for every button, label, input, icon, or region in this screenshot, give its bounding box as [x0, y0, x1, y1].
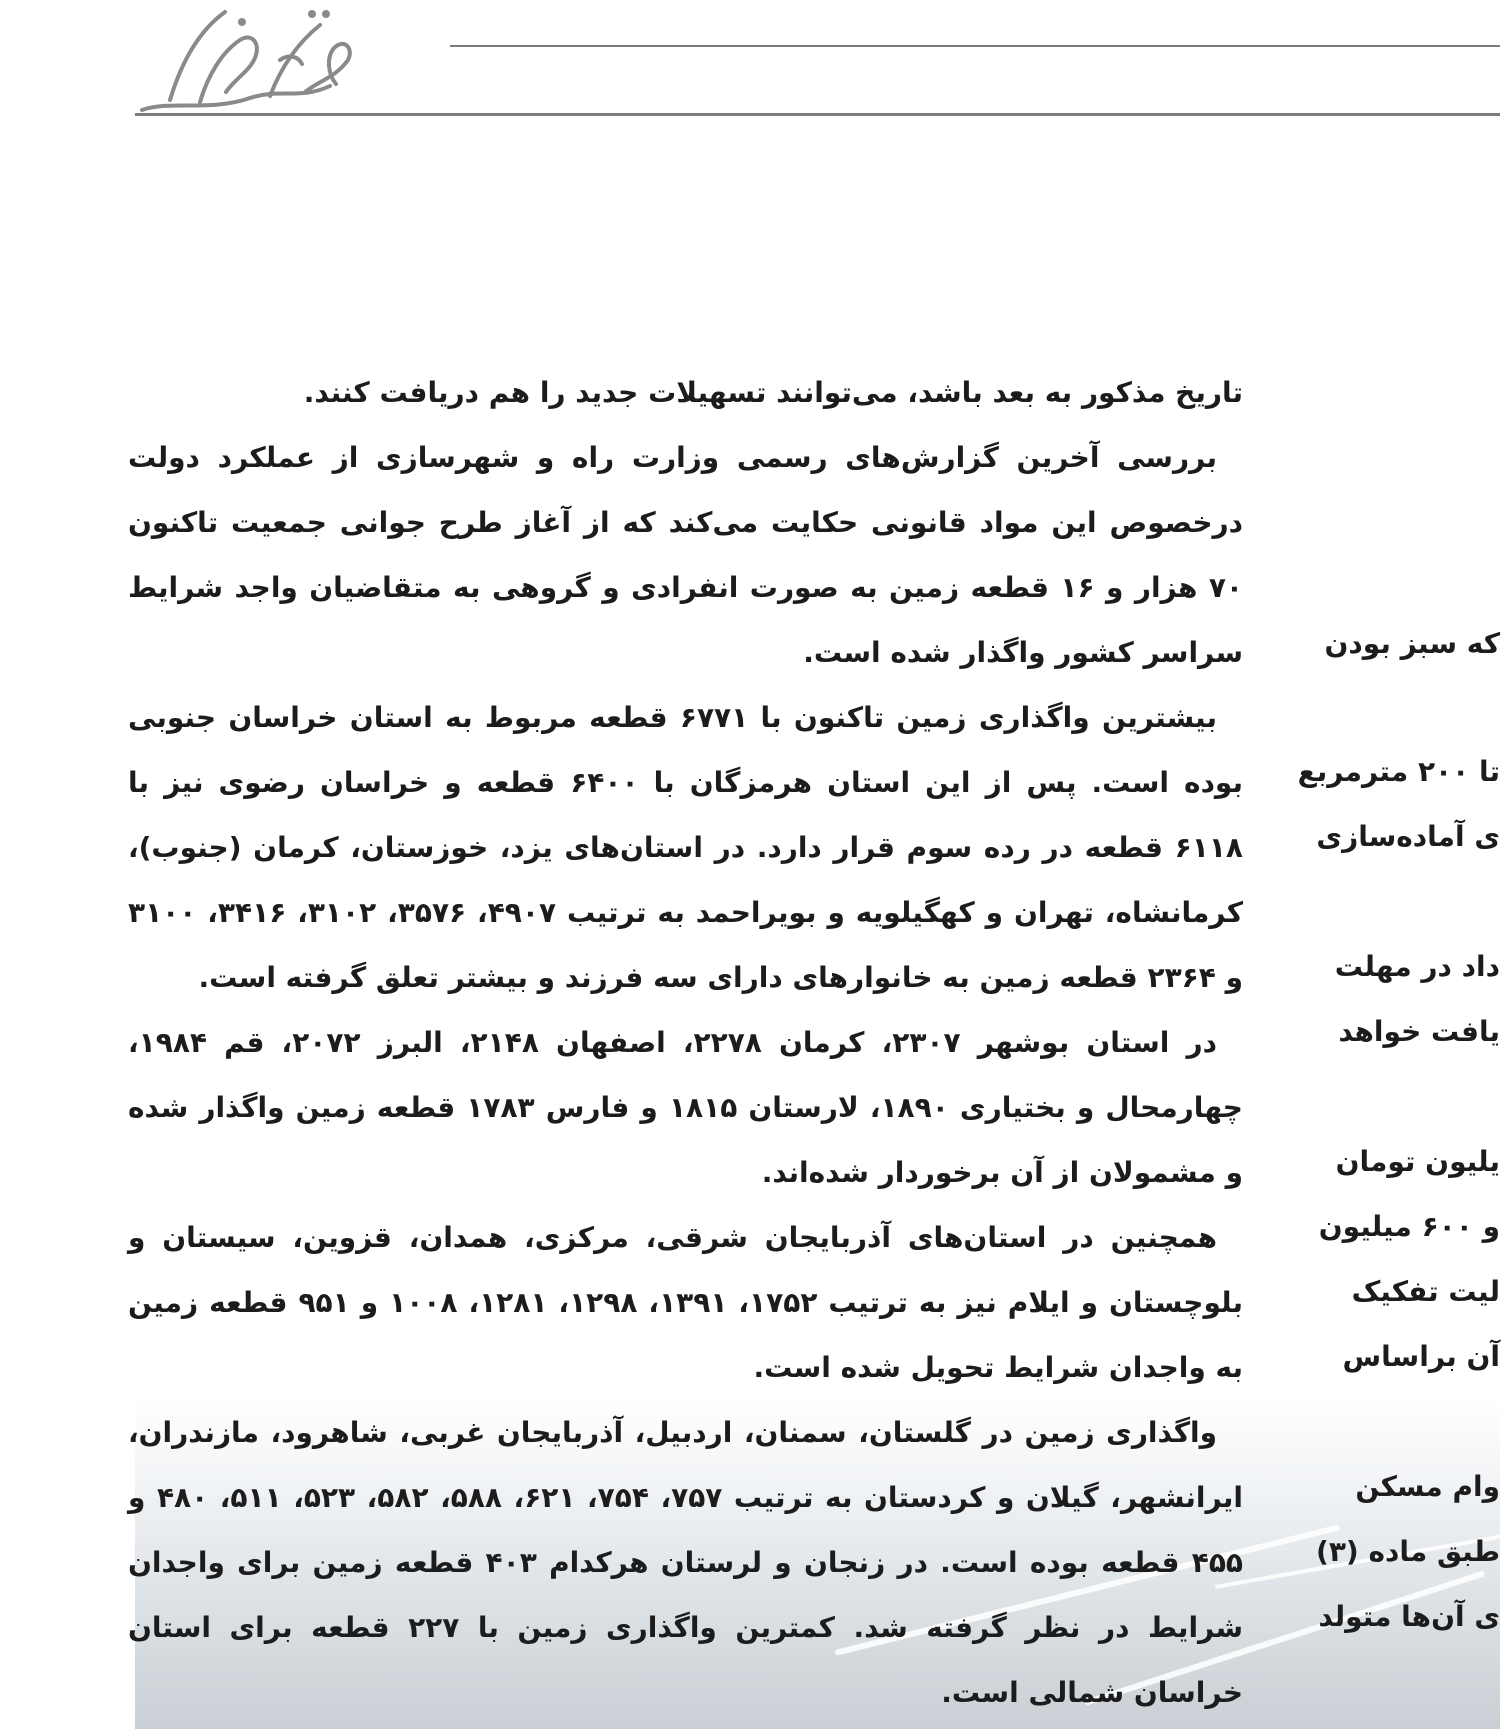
adjacent-column-line: یافت خواهد [1338, 1015, 1500, 1048]
adjacent-column [1297, 0, 1500, 1729]
adjacent-column-line: یلیون تومان [1335, 1145, 1500, 1178]
article-paragraph: تاریخ مذکور به بعد باشد، می‌توانند تسهیلات جدید را هم دریافت کنند. [303, 376, 1243, 409]
magazine-logo-mark [130, 0, 360, 120]
article-paragraph: در استان بوشهر ۲۳۰۷، کرمان ۲۲۷۸، اصفهان ۲۱۴۸، البرز ۲۰۷۲، قم ۱۹۸۴، چهارمحال و بختیاری ۱۸۹۰، لارستان ۱۸۱۵ و فارس ۱۷۸۳ قطعه زمین واگذار شده و مشمولان از آن برخوردار شده‌اند. [128, 1026, 1243, 1189]
adjacent-column-line: که سبز بودن [1324, 627, 1500, 660]
adjacent-column-line: وام مسکن [1355, 1470, 1500, 1503]
article-paragraph: واگذاری زمین در گلستان، سمنان، اردبیل، آذربایجان غربی، شاهرود، مازندران، ایرانشهر، گیلان و کردستان به ترتیب ۷۵۷، ۷۵۴، ۶۲۱، ۵۸۸، ۵۸۲، ۵۲۳، ۵۱۱، ۴۸۰ و ۴۵۵ قطعه بوده است. در زنجان و لرستان هرکدام ۴۰۳ قطعه زمین برای واجدان شرایط در نظر گرفته شد. کمترین واگذاری زمین با ۲۲۷ قطعه برای استان خراسان شمالی است. [128, 1416, 1244, 1709]
article-paragraph: همچنین در استان‌های آذربایجان شرقی، مرکزی، همدان، قزوین، سیستان و بلوچستان و ایلام نیز به ترتیب ۱۷۵۲، ۱۳۹۱، ۱۲۹۸، ۱۲۸۱، ۱۰۰۸ و ۹۵۱ قطعه زمین به واجدان شرایط تحویل شده است. [128, 1221, 1243, 1384]
adjacent-column-line: و ۶۰۰ میلیون [1318, 1210, 1500, 1243]
adjacent-column-line: داد در مهلت [1334, 950, 1500, 983]
article-paragraph: بیشترین واگذاری زمین تاکنون با ۶۷۷۱ قطعه مربوط به استان خراسان جنوبی بوده است. پس از این استان هرمزگان با ۶۴۰۰ قطعه و خراسان رضوی نیز با ۶۱۱۸ قطعه در رده سوم قرار دارد. در استان‌های یزد، خوزستان، کرمان (جنوب)، کرمانشاه، تهران و کهگیلویه و بویراحمد به ترتیب ۴۹۰۷، ۳۵۷۶، ۳۱۰۲، ۳۴۱۶، ۳۱۰۰ و ۲۳۶۴ قطعه زمین به خانوارهای دارای سه فرزند و بیشتر تعلق گرفته است. [128, 701, 1244, 994]
adjacent-column-line: آن براساس [1342, 1340, 1500, 1373]
adjacent-column-line: ی آن‌ها متولد [1318, 1600, 1500, 1633]
adjacent-column-line: طبق ماده (۳) [1316, 1535, 1500, 1568]
adjacent-column-line: لیت تفکیک [1351, 1275, 1500, 1308]
magazine-logo [130, 0, 360, 120]
adjacent-column-line: ی آماده‌سازی [1316, 820, 1500, 853]
article-paragraph: بررسی آخرین گزارش‌های رسمی وزارت راه و شهرسازی از عملکرد دولت درخصوص این مواد قانونی حکایت می‌کند که از آغاز طرح جوانی جمعیت تاکنون ۷۰ هزار و ۱۶ قطعه زمین به صورت انفرادی و گروهی به متقاضیان واجد شرایط سراسر کشور واگذار شده است. [128, 441, 1243, 669]
header-rule [135, 113, 1500, 116]
adjacent-column-line: تا ۲۰۰ مترمربع [1297, 755, 1500, 788]
